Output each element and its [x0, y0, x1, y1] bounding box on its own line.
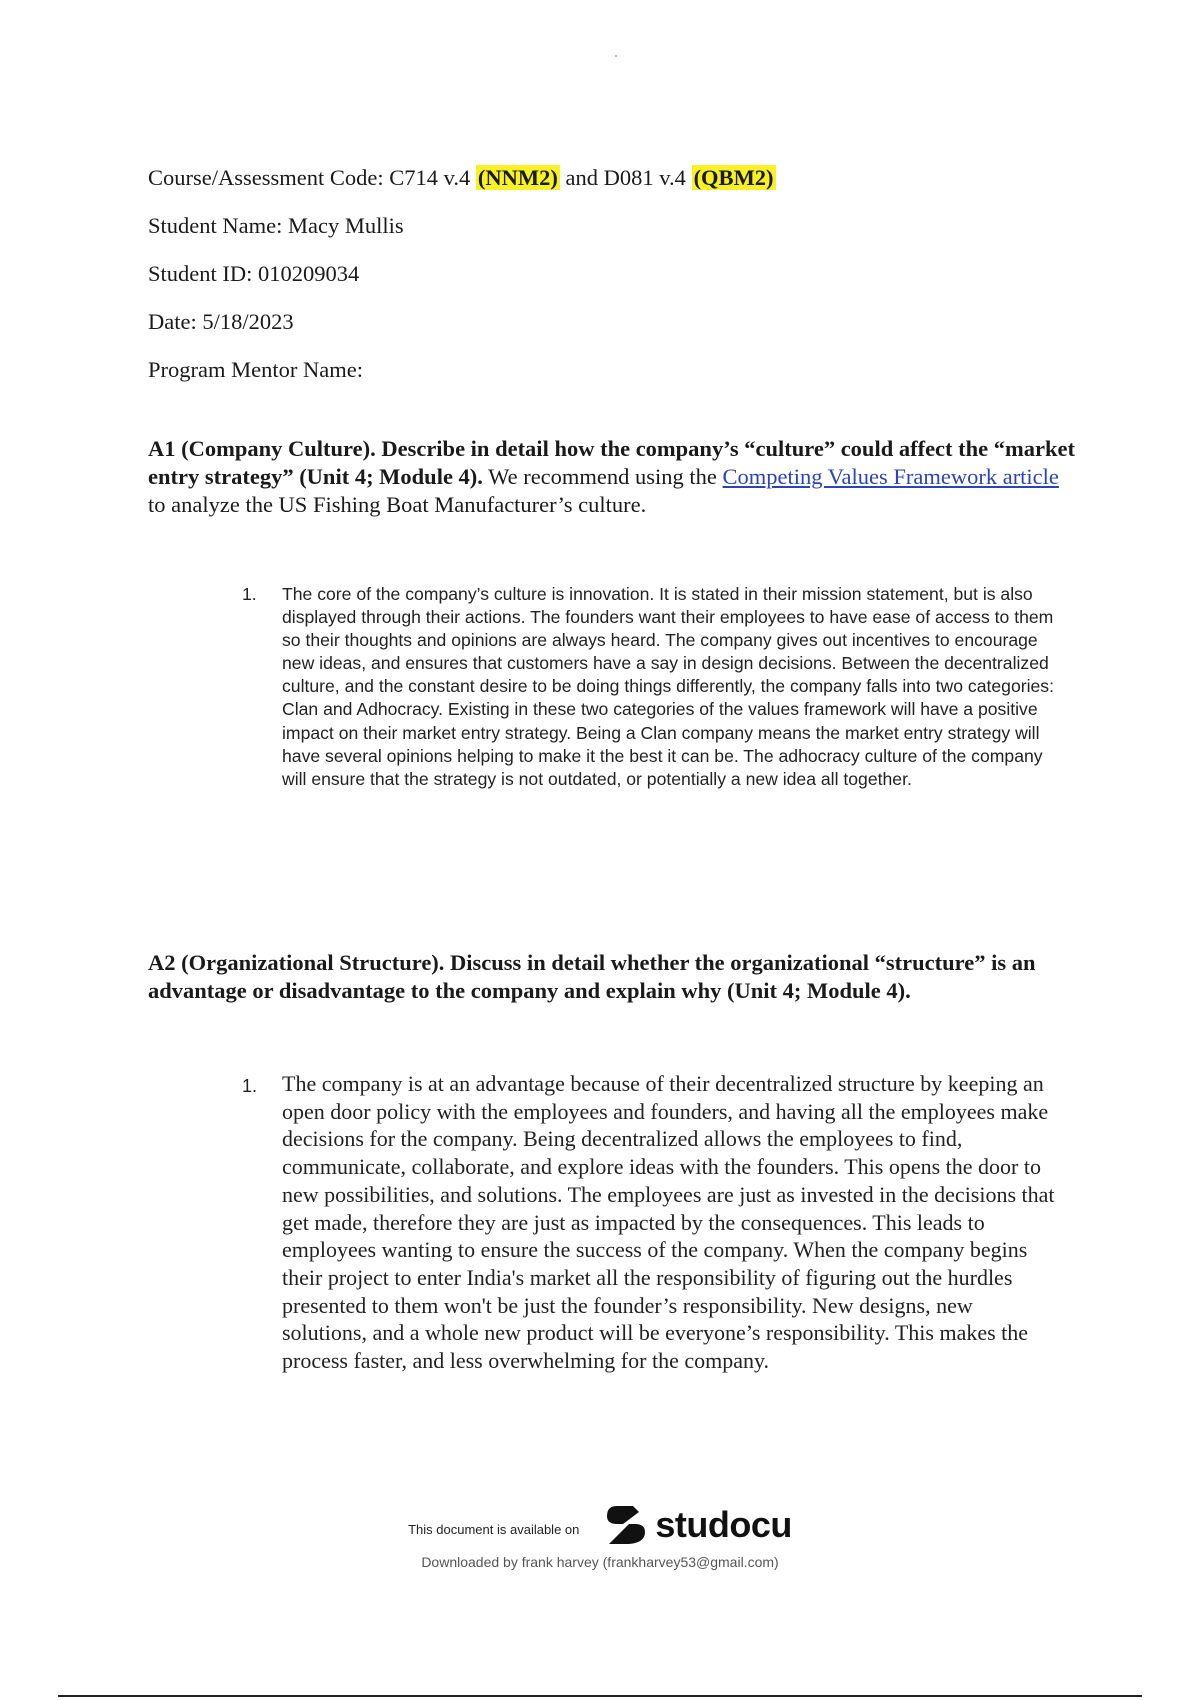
a1-answer — [242, 583, 1062, 791]
a1-prompt-text: We recommend using the — [482, 464, 723, 489]
a1-answer-number: 1. — [242, 584, 257, 604]
studocu-logo-icon — [603, 1502, 649, 1548]
student-id: Student ID: 010209034 — [148, 261, 360, 286]
studocu-brand-text: studocu — [655, 1504, 792, 1545]
downloaded-by-text: Downloaded by frank harvey (frankharvey53@gmail.com) — [421, 1554, 779, 1570]
a2-answer — [242, 1070, 1062, 1375]
course-code-prefix: Course/Assessment Code: C714 v.4 — [148, 165, 476, 190]
document-header — [148, 165, 1068, 405]
a1-prompt — [148, 435, 1078, 519]
mentor-line: Program Mentor Name: — [148, 357, 363, 382]
page-bottom-rule — [58, 1695, 1142, 1697]
course-tag-qbm2: (QBM2) — [693, 165, 774, 190]
student-name: Student Name: Macy Mullis — [148, 213, 404, 238]
a2-answer-number: 1. — [242, 1076, 258, 1096]
scan-speck — [615, 55, 617, 57]
studocu-logo[interactable] — [603, 1502, 792, 1548]
competing-values-link[interactable]: Competing Values Framework article — [722, 464, 1059, 489]
a1-prompt-heading: A1 (Company Culture). Describe in detail how the company’s “culture” could affect the “market entry strategy” (Unit 4; Module 4). — [148, 436, 1075, 489]
a2-prompt — [148, 949, 1078, 1005]
date-line: Date: 5/18/2023 — [148, 309, 294, 334]
a2-prompt-heading: A2 (Organizational Structure). Discuss in detail whether the organizational “structure” is an advantage or disadvantage to the company and explain why (Unit 4; Module 4). — [148, 950, 1036, 1003]
available-on-text: This document is available on — [408, 1521, 580, 1537]
a2-answer-text: The company is at an advantage because of their decentralized structure by keeping an open door policy with the employees and founders, and having all the employees make decisions for the company. Being decentralized allows the employees to find, communicate, collaborate, and explore ideas with the founders. This opens the door to new possibilities, and solutions. The employees are just as invested in the decisions that get made, therefore they are just as impacted by the consequences. This leads to employees wanting to ensure the success of the company. When the company begins their project to enter India's market all the responsibility of figuring out the hurdles presented to them won't be just the founder’s responsibility. New designs, new solutions, and a whole new product will be everyone’s responsibility. This makes the process faster, and less overwhelming for the company. — [282, 1071, 1055, 1374]
a1-prompt-tail: to analyze the US Fishing Boat Manufacturer’s culture. — [148, 492, 647, 517]
a1-answer-text: The core of the company’s culture is innovation. It is stated in their mission statement, but is also displayed through their actions. The founders want their employees to have ease of access to them so their thoughts and opinions are always heard. The company gives out incentives to encourage new ideas, and ensures that customers have a say in design decisions. Between the decentralized culture, and the constant desire to be doing things differently, the company falls into two categories: Clan and Adhocracy. Existing in these two categories of the values framework will have a positive impact on their market entry strategy. Being a Clan company means the market entry strategy will have several opinions helping to make it the best it can be. The adhocracy culture of the company will ensure that the strategy is not outdated, or potentially a new idea all together. — [282, 584, 1054, 789]
course-tag-nnm2: (NNM2) — [477, 165, 558, 190]
course-code-line — [148, 165, 1068, 191]
footer-brand-row — [0, 1502, 1200, 1548]
course-code-mid: and D081 v.4 — [559, 165, 692, 190]
studocu-footer — [0, 1502, 1200, 1570]
